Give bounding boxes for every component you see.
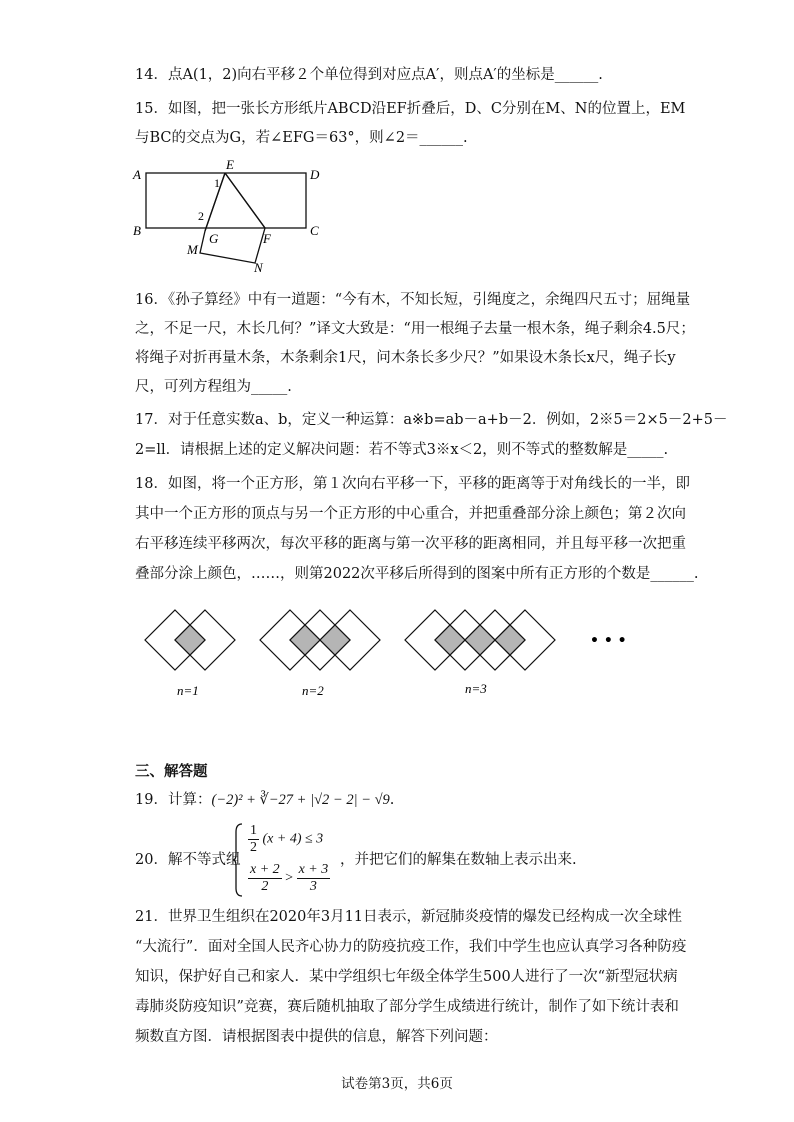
angle-1-label: 1 [214,176,220,190]
q19-expression: (−2)² + ∛−27 + |√2 − 2| − √9 [211,792,390,808]
fig-label-n3: n=3 [465,681,487,696]
q19-prefix: 19．计算： [135,792,212,808]
label-F: F [263,231,271,246]
q21-line5: 频数直方图．请根据图表中提供的信息，解答下列问题： [135,1029,498,1045]
q20-ineq2 [248,862,330,895]
q18-squares-figure [135,600,655,700]
label-A: A [133,167,141,182]
label-M: M [187,242,198,257]
q18-line2: 其中一个正方形的顶点与另一个正方形的中心重合，并把重叠部分涂上颜色；第２次向 [135,506,686,522]
ineq2-left-den: 2 [261,879,269,894]
label-D: D [310,167,320,182]
ineq1-frac-den: 2 [250,840,257,855]
angle-2-label: 2 [198,209,204,223]
ellipsis: • • • [590,633,627,649]
ineq2-left-num: x + 2 [250,862,280,877]
q18-line1: 18．如图，将一个正方形，第１次向右平移一下，平移的距离等于对角线长的一半，即 [135,476,690,492]
squares-n2 [260,610,380,670]
label-C: C [310,223,319,238]
q21-line2: “大流行”．面对全国人民齐心协力的防疫抗疫工作，我们中学生也应认真学习各种防疫 [135,939,687,955]
ineq1-frac-num: 1 [250,823,257,838]
q17-line2: 2=ll．请根据上述的定义解决问题：若不等式3※x＜2，则不等式的整数解是_____. [135,442,669,458]
fig-label-n2: n=2 [302,683,324,698]
q21-line1: 21．世界卫生组织在2020年3月11日表示，新冠肺炎疫情的爆发已经构成一次全球性 [135,909,683,925]
label-B: B [133,223,141,238]
q15-fold-diagram [130,155,330,275]
q16-line3: 将绳子对折再量木条，木条剩余1尺，问木条长多少尺？”如果设木条长x尺，绳子长y [135,350,676,366]
q19-suffix: . [389,792,395,808]
q20-brace [232,822,244,901]
q15-line1: 15．如图，把一张长方形纸片ABCD沿EF折叠后，D、C分别在M、N的位置上，EM [135,101,686,117]
squares-n1 [145,610,235,670]
q21-line3: 知识，保护好自己和家人．某中学组织七年级全体学生500人进行了一次“新型冠状病 [135,969,678,985]
q15-line2: 与BC的交点为G，若∠EFG＝63°，则∠2＝______. [135,130,468,146]
label-N: N [254,260,263,275]
q16-line4: 尺，可列方程组为_____. [135,379,292,395]
q21-line4: 毒肺炎防疫知识”竞赛，赛后随机抽取了部分学生成绩进行统计，制作了如下统计表和 [135,999,679,1015]
q17-line1: 17．对于任意实数a、b，定义一种运算：a※b=ab－a+b－2．例如，2※5＝2×5－2+5－ [135,412,728,428]
q16-line2: 之，不足一尺，木长几何？”译文大致是：“用一根绳子去量一根木条，绳子剩余4.5尺； [135,321,695,337]
q19-line [135,790,394,810]
page-footer: 试卷第3页，共6页 [341,1076,453,1092]
ineq2-right-den: 3 [309,879,317,894]
ineq1-body: (x + 4) ≤ 3 [262,831,324,847]
q18-line4: 叠部分涂上颜色，……，则第2022次平移后所得到的图案中所有正方形的个数是______. [135,566,699,582]
fig-label-n1: n=1 [177,683,199,698]
q16-line1: 16．《孙子算经》中有一道题：“今有木，不知长短，引绳度之，余绳四尺五寸；屈绳量 [135,292,691,308]
label-E: E [226,157,234,172]
q14-text: 14．点A(1，2)向右平移２个单位得到对应点A′，则点A′的坐标是______. [135,67,603,83]
squares-n3 [405,610,555,670]
q20-suffix: ，并把它们的解集在数轴上表示出来. [340,852,577,868]
q20-ineq1 [248,823,323,856]
q20-prefix: 20．解不等式组 [135,852,241,868]
q18-line3: 右平移连续平移两次，每次平移的距离与第一次平移的距离相同，并且每平移一次把重 [135,536,686,552]
section-title: 三、解答题 [135,764,208,780]
ineq2-op: > [285,870,294,886]
label-G: G [209,231,219,246]
ineq2-right-num: x + 3 [298,862,329,877]
